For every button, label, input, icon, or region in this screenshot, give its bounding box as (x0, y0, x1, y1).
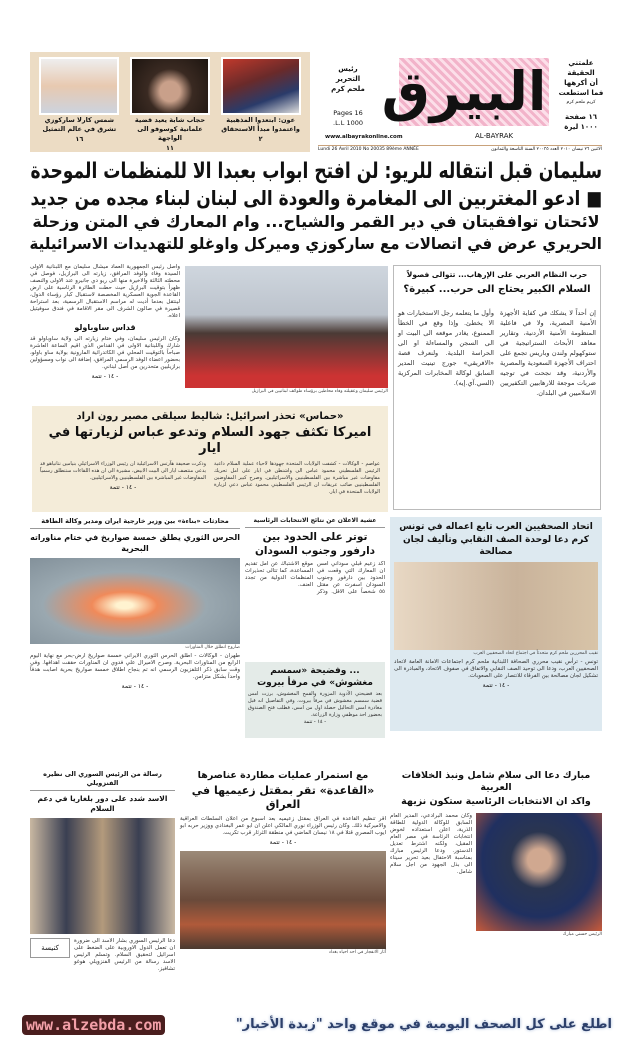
article-body: وكان الرئيس سليمان، وفي ختام زيارته الى ولاية ساوباولو قد شارك واللبنانية الاولى في القداس الذي اقيم الساعة العاشرة صباحاً بالتوقيت المحلي في الكاتدرائية المارونية بولاية ساو باولو، بحضور اعضاء الوفد الرسمي المرافق، إضافة الى نواب ومسؤولين برازيليين متحدرين من أصل لبناني. (30, 336, 180, 370)
oped-article (393, 265, 601, 510)
assad-photo (30, 818, 175, 934)
qaeda-article (180, 770, 386, 956)
sudan-article (245, 517, 385, 596)
photo-caption: آثار الانفجار في احد احياء بغداد (328, 950, 386, 955)
lead-deck: لائحتان توافقيتان في دير القمر والشياح... وام المعارك في المتن وزحلة (32, 212, 600, 231)
photo-caption: نقيب المحررين ملحم كرم متحدثاً في اجتماع اتحاد الصحفيين العرب (473, 651, 598, 656)
continued-marker: - ١٤ - تتمة (121, 683, 149, 690)
article-body: إن أحداً لا يشكك في كفاية الأجهزة الأمنية المصرية، ولا في فاعلية المنظومة الأمنية الأردنية، وتقارير معاهد الأبحاث الستراتيجية في ستوكهولم ولندن وباريس تجمع على احتراف الأجهزة السعودية والمصرية والأردنية، وقد نجحت في توجيه ضربات موجعة للارهابيين التكفيريين الاسلاميين في البلدان. (500, 309, 596, 397)
missile-photo (30, 558, 240, 644)
article-kicker: حرب النظام العربي على الإرهاب... تتوالى فصولاً (406, 270, 588, 279)
continued-marker: - ١٤ - تتمة (303, 719, 327, 725)
date-ar: الاثنين ٢٦ نيسان ٢٠١٠ العدد ٢٠٠٣٥ السنة التاسعة والثمانون (491, 147, 602, 152)
article-body: دعا الرئيس السوري بشار الاسد الى ضرورة ان تعمل الدول الاوروبية على الضغط على اسرائيل لتحقيق السلام. وتسلم الرئيس الاسد رسالة من الرئيس الفنزويلي هوغو تشافيز. (74, 938, 175, 972)
article-headline[interactable]: «القاعدة» تقر بمقتل زعيميها في العراق (191, 784, 375, 811)
article-subheadline: كرم دعا لوحدة الصف النقابي وتأليف لجان مصالحة (403, 535, 589, 557)
logo-en: AL-BAYRAK (475, 132, 514, 140)
price-ar: ١٠٠٠ ليرة (564, 123, 598, 131)
mubarak-article (390, 770, 602, 938)
teaser-card[interactable] (127, 57, 213, 152)
teaser-caption: عون: ابتعدوا المذهبية واعتمدوا مبدأ الاستحقاق (221, 116, 300, 133)
teaser-caption: حجاب شابة يعيد قضية علمانية كوسوفو الى الواجهة (134, 116, 206, 142)
teaser-page: ١١ (166, 144, 174, 152)
lead-deck-row (30, 212, 602, 232)
teaser-photo (130, 57, 210, 115)
baghdad-photo (180, 851, 386, 949)
continued-marker: - ١٤ - تتمة (482, 682, 510, 689)
assad-article (30, 770, 175, 973)
article-body: وذكرت صحيفة هآرتس الاسرائيلية ان رئيس الوزراء الاسرائيلي بنيامين نتانياهو قد يدعى منتصف ايار الى البيت الابيض، مشيرة الى ان هذه اللقاءات ستنطلق رسمياً المفاوضات غير المباشرة بين الفلسطينيين والاسرائيليين. (40, 461, 206, 481)
lead-photo (185, 266, 388, 388)
lead-headline[interactable]: سليمان قبل انتقاله للريو: لن افتح ابواب بعبدا الا للمنظمات الموحدة (30, 159, 602, 184)
journalists-article (390, 517, 602, 731)
article-headline[interactable]: السلام الكبير يحتاج الى حرب... كبيرة؟ (403, 284, 591, 295)
article-headline[interactable]: ... وفضيحة «سمسم مغشوش» في مرفأ بيروت (257, 666, 373, 688)
date-fr: Lundi 26 Avril 2010 No 20035 89ème ANNÉE (318, 147, 419, 152)
article-kicker: محادثات «بناءة» بين وزير خارجية ايران ومدير وكالة الطاقة (30, 517, 240, 529)
article-body: وأول ما يتعلمه رجل الاستخبارات هو الا يخطئ. وإذا وقع في الخطأ الممنوع، يغادر موقعه الى البيت او الى السجن والمساءلة او الى الحراسة البلدية. ولنعرف قصة «الافريقي» جورج تينيت المدير السابق لوكالة المخابرات المركزية (السي.آي.إيه). (398, 309, 494, 387)
article-body: تونس - ترأس نقيب محرري الصحافة اللبنانية ملحم كرم اجتماعات الامانة العامة لاتحاد الصحفيين العرب، ودعا الى توحيد الصف النقابي والاتفاق في صفوف الاتحاد، والمبادرة الى تشكيل لجان مصالحة بين الفرقاء للانتصار على الصعوبات. (394, 659, 598, 679)
mubarak-photo (476, 813, 602, 931)
article-headline[interactable]: اميركا تكثف جهود السلام وتدعو عباس لزيارتها في ايار (48, 425, 372, 456)
continued-marker: - ١٤ - تتمة (91, 373, 119, 380)
article-body: واصل رئيس الجمهورية العماد ميشال سليمان مع اللبنانية الاولى السيدة وفاء والوفد المرافق، زيارته الى البرازيل، فوصل في محطته الثالثة والاخيرة منها الى ريو دي جانيرو عند الاولى والنصف ظهراً بتوقيت البرازيل حيث حطت الطائرة الرئاسية على ارض القاعدة الجوية العسكرية المخصصة لاستقبال كبار رؤساء الدول، لينتقل بعدما أديت له مراسم الاستقبال الرسمية، بعد استراحة قصيرة في صالون الشرف الى مقر الاقامة في فندق سوفيتيل اعلاه. (30, 264, 180, 319)
footer-banner (22, 1015, 612, 1035)
article-headline[interactable]: توتر على الحدود بين دارفور وجنوب السودان (254, 531, 376, 557)
article-body: وكان محمد البرادعي، المدير العام السابق للوكالة الدولية للطاقة الذرية، اعلن استعداده لخوض انتخابات الرئاسة في مصر العام المقبل، ولكنه اشترط تعديل الدستور. ودعا الرئيس مبارك بمناسبة الاحتفال بعيد تحرير سيناء الى بذل الجهود من اجل سلام شامل. (390, 813, 472, 875)
teaser-photo (221, 57, 301, 115)
footer-url[interactable]: www.alzebda.com (22, 1015, 165, 1035)
iran-article (30, 517, 240, 691)
article-headline[interactable]: الحرس الثوري يطلق خمسة صواريخ في ختام مناوراته البحرية (30, 533, 240, 553)
teaser-card[interactable] (218, 57, 304, 152)
photo-caption: الرئيس حسني مبارك (562, 932, 602, 937)
logo-box (375, 52, 553, 130)
pages-en: 16 Pages (333, 109, 363, 117)
article-kicker: مع استمرار عمليات مطاردة عناصرها (197, 770, 369, 781)
lead-deck-row (30, 234, 602, 254)
article-body: اقر تنظيم القاعدة في العراق بمقتل زعيميه بعد اسبوع من اعلان السلطات العراقية والاميركية ذلك. وكان رئيس الوزراء نوري المالكي اعلن ان ابو عمر البغدادي ووزير حربه ابو ايوب المصري قتلا في ١٨ نيسان الماضي في منطقة الثرثار قرب تكريت. (180, 816, 386, 836)
journalists-photo (394, 562, 598, 650)
pages-ar: ١٦ صفحة (564, 113, 598, 121)
motto-line: فما استطعت (558, 89, 604, 97)
motto-line: أن أكرهها (564, 79, 598, 87)
editor-block (325, 64, 371, 128)
teaser-page: ٢ (258, 135, 263, 143)
article-headline[interactable]: الاسد شدد على دور بلغاريا في دعم السلام (37, 794, 168, 813)
logo: البيرق (381, 59, 547, 123)
lead-subheadline: ■ ادعو المغتربين الى المغامرة والعودة الى لبنان لبناء مجده من جديد (30, 186, 602, 210)
subheading: قداس ساوباولو (74, 323, 136, 332)
continued-marker: - ١٤ - تتمة (269, 839, 297, 846)
article-headline[interactable]: مبارك دعا الى سلام شامل ونبذ الخلافات العربية (401, 770, 591, 793)
motto-line: علمتني (568, 59, 594, 67)
article-headline[interactable]: اتحاد الصحفيين العرب تابع اعماله في تونس (399, 522, 593, 532)
article-kicker: عشية الاعلان عن نتائج الانتخابات الرئاسية (245, 517, 385, 528)
hamas-article (32, 406, 388, 512)
lead-subheadline-row (30, 186, 602, 210)
teaser-photo (39, 57, 119, 115)
masthead (325, 52, 605, 144)
teaser-page: ١٦ (75, 135, 84, 143)
motto-line: الحقيقة (567, 69, 595, 77)
footer-promo: اطلع على كل الصحف اليومية في موقع واحد "زبدة الأخبار" (235, 1017, 612, 1032)
editor-name: ملحم كرم (331, 85, 365, 93)
lead-headline-row (30, 159, 602, 185)
teaser-strip (30, 52, 310, 152)
photo-caption: الرئيس سليمان وعقيلته وفاء محاطين برؤساء طوائف لبنانيين في البرازيل (251, 389, 388, 394)
beirut-article (245, 662, 385, 738)
article-subheadline: واكد ان الانتخابات الرئاسية ستكون نزيهة (401, 796, 591, 807)
lead-story-text (30, 264, 180, 381)
article-kicker: «حماس» تحذر اسرائيل: شاليط سيلقى مصير رون اراد (76, 411, 344, 422)
article-kicker: رسالة من الرئيس السوري الى نظيره الفنزويلي (30, 770, 175, 791)
teaser-caption: شمس كارلا ساركوزي تشرق في عالم التمثيل (42, 116, 117, 133)
lead-photo-block (185, 266, 388, 395)
editor-title: رئيس التحرير (335, 65, 361, 83)
photo-caption: صاروخ انطلق خلال المناورات (185, 645, 240, 650)
website[interactable]: www.albayrakonline.com (325, 134, 403, 140)
article-body: بعد فضيحتي الأدوية المزورة والقمح المغشوش، برزت امس قضية سمسم مغشوش في مرفأ بيروت. وفي التفاصيل انه قبل مغادرة امس التحاليل حصلة اول من امس، فطلب فتح الصندوق بحضور احد موظفي وزارة الزراعة. (248, 691, 382, 718)
lead-deck: الحريري عرض في اتصالات مع ساركوزي وميركل واوغلو للتهديدات الاسرائيلية (29, 234, 603, 253)
motto-author: كريم ملحم كرم (566, 100, 596, 105)
continued-marker: - ١٤ - تتمة (109, 484, 137, 491)
price-en: 1000 L.L. (332, 119, 363, 127)
dateline (318, 145, 602, 153)
article-body: اكد زعيم قبلي سوداني امس ان المعارك التي وقعت في الحدود بين دارفور وجنوب السودان اسفرت عن مقتل ٥٥ شخصاً على الاقل. وذكر موقع الاشتباك عن امل تقديم المساعدة، كما تتالى تحذيرات المنظمات الدولية من تجدد العنف. (245, 561, 385, 595)
church-box-label: كنيسة (30, 938, 70, 958)
article-body: طهران - الوكالات - اطلق الحرس الثوري الايراني خمسة صواريخ ارض-بحر مع نهاية اليوم الرابع من المناورات البحرية. وصرح الاميرال علي فدوي ان المناورات حققت اهدافها. وفي وقت سابق ذكر التلفزيون الرسمي انه تم بنجاح اطلاق خمسة صواريخ بحرية اصابت هدفاً واحداً بشكل متزامن. (30, 653, 240, 680)
article-body: عواصم - الوكالات - كشفت الولايات المتحدة جهودها لاحياء عملية السلام داعية الرئيس الفلسطيني محمود عباس الى واشنطن في ايار على امل تحريك مفاوضات غير مباشرة بين الفلسطينيين والاسرائيليين. وصرح كبير المفاوضين الفلسطينيين صائب عريقات ان الرئيس الفلسطيني محمود عباس دعي لزيارة الولايات المتحدة في ايار. (214, 461, 380, 495)
teaser-card[interactable] (36, 57, 122, 152)
motto-block (557, 58, 605, 132)
